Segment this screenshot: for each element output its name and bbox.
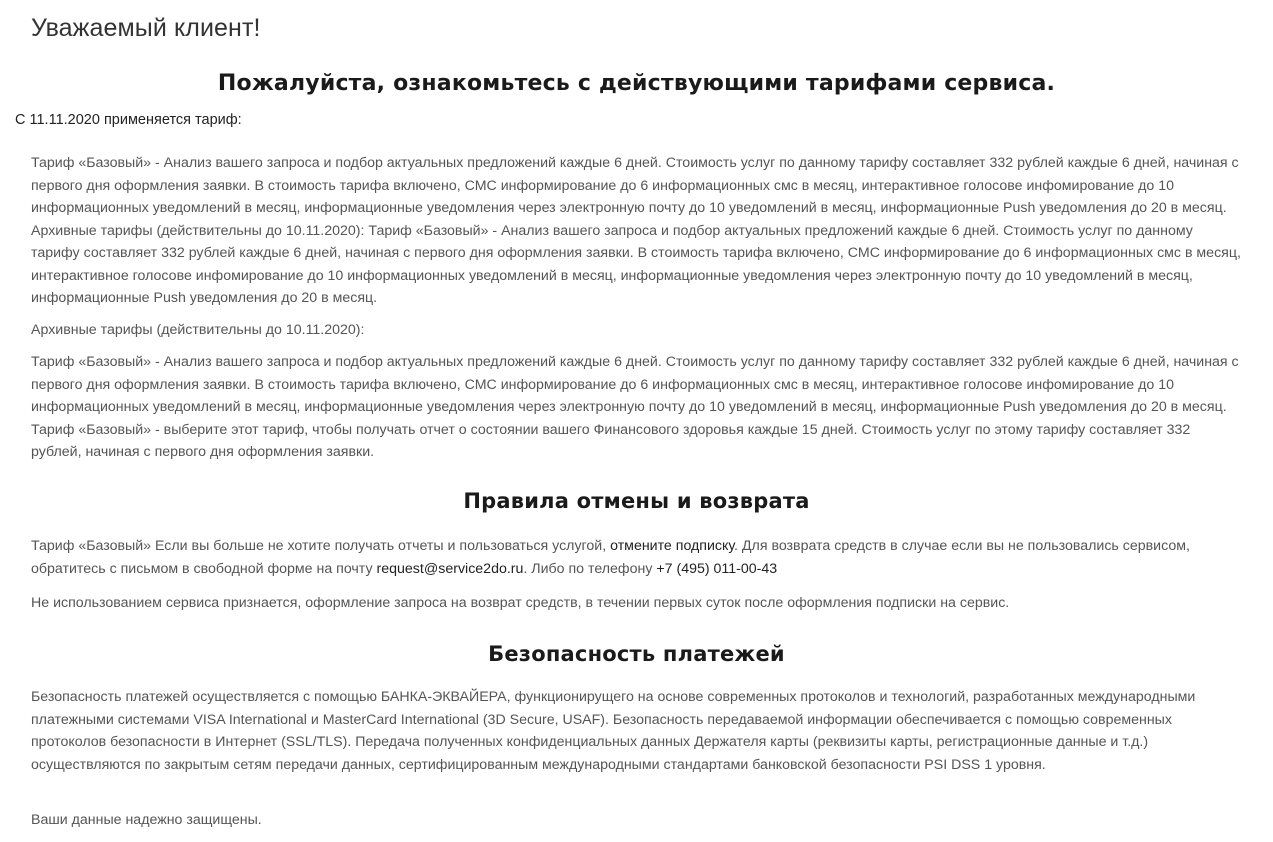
main-heading	[0, 71, 1273, 96]
cancel-text-middle: . Для возврата средств в случае если вы не пользовались сервисом, обратитесь с письмом в свободной форме на почту	[31, 538, 1190, 577]
current-tariff-description: Тариф «Базовый» - Анализ вашего запроса и подбор актуальных предложений каждые 6 дней. Стоимость услуг по данному тарифу составляет 332 рублей каждые 6 дней, начиная с первого дня оформления заявки. В стоимость тарифа включено, СМС информирование до 6 информационных смс в месяц, интерактивное голосове инфомирование до 10 информационных уведомлений в месяц, информационные уведомления через электронную почту до 10 уведомлений в месяц, информационные Push уведомления до 20 в месяц. Архивные тарифы (действительны до 10.11.2020): Тариф «Базовый» - Анализ вашего запроса и подбор актуальных предложений каждые 6 дней. Стоимость услуг по данному тарифу составляет 332 рублей каждые 6 дней, начиная с первого дня оформления заявки. В стоимость тарифа включено, СМС информирование до 6 информационных смс в месяц, интерактивное голосове инфомирование до 10 информационных уведомлений в месяц, информационные уведомления через электронную почту до 10 уведомлений в месяц, информационные Push уведомления до 20 в месяц.	[31, 155, 1241, 306]
archive-tariff-description: Тариф «Базовый» - Анализ вашего запроса и подбор актуальных предложений каждые 6 дней. Стоимость услуг по данному тарифу составляет 332 рублей каждые 6 дней, начиная с первого дня оформления заявки. В стоимость тарифа включено, СМС информирование до 6 информационных смс в месяц, интерактивное голосове инфомирование до 10 информационных уведомлений в месяц, информационные уведомления через электронную почту до 10 уведомлений в месяц, информационные Push уведомления до 20 в месяц. Тариф «Базовый» - выберите этот тариф, чтобы получать отчет о состоянии вашего Финансового здоровья каждые 15 дней. Стоимость услуг по этому тарифу составляет 332 рублей, начиная с первого дня оформления заявки.	[31, 354, 1239, 460]
unsubscribe-link[interactable]: отмените подписку	[610, 538, 735, 554]
cancel-text-start: Тариф «Базовый» Если вы больше не хотите получать отчеты и пользоваться услугой,	[31, 538, 611, 554]
data-protected-note: Ваши данные надежно защищены.	[31, 812, 262, 828]
cancel-refund-text	[31, 535, 1243, 580]
refund-note: Не использованием сервиса признается, оформление запроса на возврат средств, в течении первых суток после оформления подписки на сервис.	[31, 595, 1010, 611]
payment-security-text: Безопасность платежей осуществляется с помощью БАНКА-ЭКВАЙЕРА, функционирущего на основе современных протоколов и технологий, разработанных международными платежными системами VISA International и MasterCard International (3D Secure, USAF). Безопасность передаваемой информации обеспечивается с помощью современных протоколов безопасности в Интернет (SSL/TLS). Передача полученных конфиденциальных данных Держателя карты (реквизиты карты, регистрационные данные и т.д.) осуществляются по закрытым сетям передачи данных, сертифицированным международными стандартами банковской безопасности PSI DSS 1 уровня.	[31, 689, 1196, 773]
main-heading-text: Пожалуйста, ознакомьтесь с действующими тарифами сервиса.	[217, 71, 1056, 96]
cancel-text-phone-prefix: . Либо по телефону	[523, 560, 657, 577]
cancel-refund-heading: Правила отмены и возврата	[463, 489, 810, 513]
tariff-effective-date: С 11.11.2020 применяется тариф:	[15, 112, 242, 128]
payment-security-heading: Безопасность платежей	[488, 642, 785, 666]
support-email-link[interactable]: request@service2do.ru	[376, 560, 524, 577]
support-phone-link[interactable]: +7 (495) 011-00-43	[656, 560, 778, 577]
greeting-title: Уважаемый клиент!	[31, 14, 261, 42]
archive-tariffs-label: Архивные тарифы (действительны до 10.11.2020):	[31, 322, 365, 338]
